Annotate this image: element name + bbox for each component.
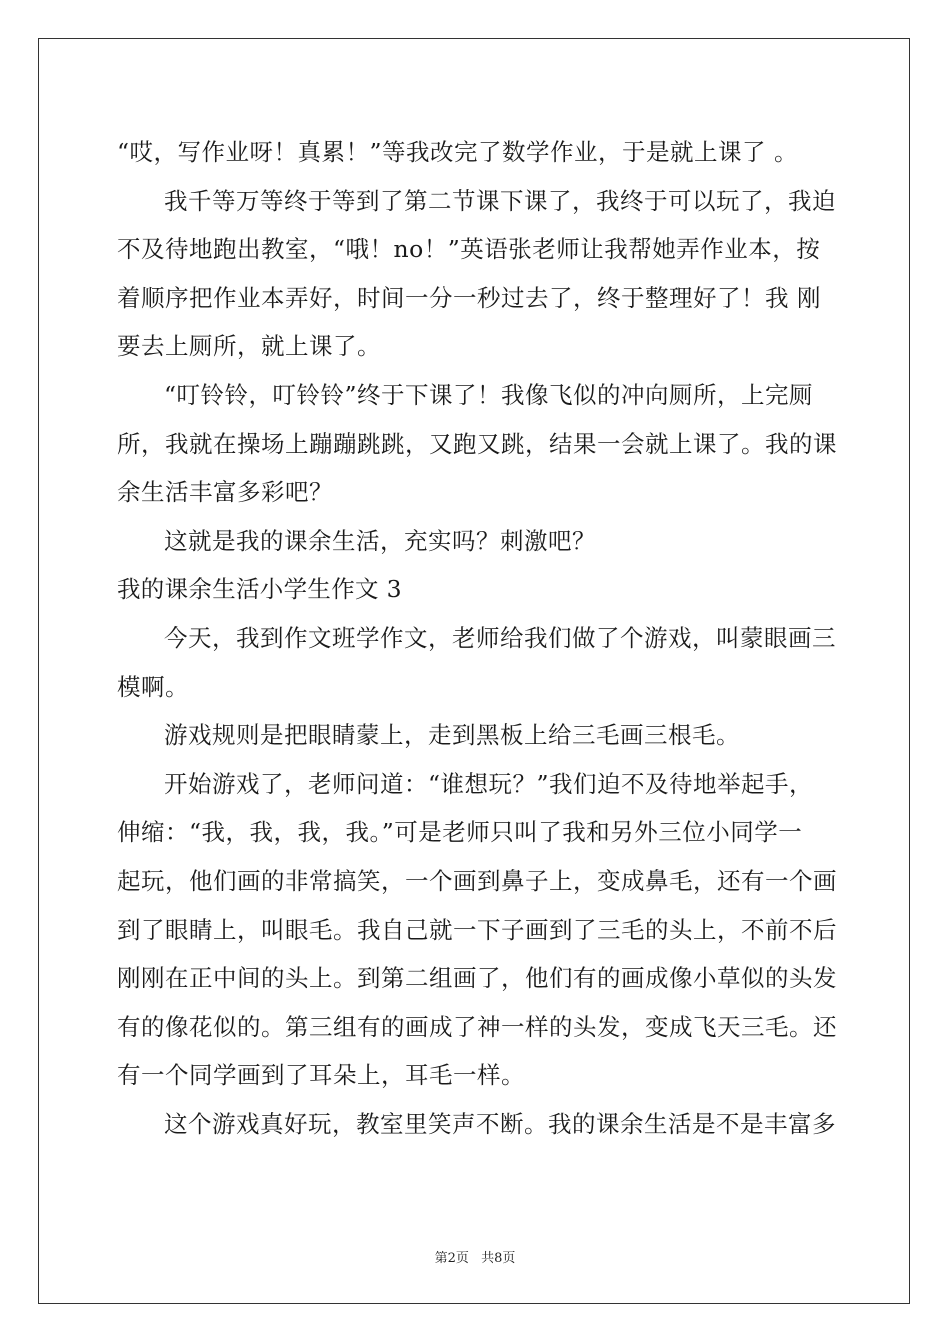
text-line: 这就是我的课余生活，充实吗？刺激吧？: [164, 526, 596, 555]
text-line: 有的像花似的。第三组有的画成了神一样的头发，变成飞天三毛。还: [117, 1012, 837, 1041]
text-line: 要去上厕所，就上课了。: [117, 332, 381, 361]
heading-line: 我的课余生活小学生作文 3: [117, 575, 402, 604]
section-heading: [117, 565, 837, 614]
page-total: 共8页: [481, 1251, 516, 1266]
text-line: 有一个同学画到了耳朵上，耳毛一样。: [117, 1061, 525, 1090]
text-line: 我千等万等终于等到了第二节课下课了，我终于可以玩了，我迫: [164, 186, 836, 215]
paragraph: [117, 517, 837, 566]
text-line: 今天，我到作文班学作文，老师给我们做了个游戏，叫蒙眼画三: [164, 623, 836, 652]
page-footer: [0, 1247, 950, 1266]
text-line: 开始游戏了，老师问道：“谁想玩？”我们迫不及待地举起手，: [164, 769, 814, 798]
paragraph: [117, 371, 837, 517]
page-number: 第2页: [434, 1251, 469, 1266]
text-line: 伸缩：“我，我，我，我。”可是老师只叫了我和另外三位小同学一: [117, 818, 803, 847]
paragraph: [117, 177, 837, 371]
text-line: 着顺序把作业本弄好，时间一分一秒过去了，终于整理好了！我 刚: [117, 283, 821, 312]
text-line: 起玩，他们画的非常搞笑，一个画到鼻子上，变成鼻毛，还有一个画: [117, 866, 837, 895]
text-line: 游戏规则是把眼睛蒙上，走到黑板上给三毛画三根毛。: [164, 721, 740, 750]
text-line: 到了眼睛上，叫眼毛。我自己就一下子画到了三毛的头上，不前不后: [117, 915, 837, 944]
text-line: 余生活丰富多彩吧？: [117, 478, 333, 507]
text-line: 这个游戏真好玩，教室里笑声不断。我的课余生活是不是丰富多: [164, 1109, 836, 1138]
text-line: “哎，写作业呀！真累！”等我改完了数学作业，于是就上课了 。: [117, 138, 798, 166]
text-line: 模啊。: [117, 672, 189, 701]
text-line: 所，我就在操场上蹦蹦跳跳，又跑又跳，结果一会就上课了。我的课: [117, 429, 837, 458]
paragraph: [117, 1100, 837, 1149]
paragraph: [117, 614, 837, 711]
document-body: [117, 128, 837, 1148]
paragraph: [117, 128, 837, 177]
text-line: 不及待地跑出教室，“哦！no！”英语张老师让我帮她弄作业本，按: [117, 235, 821, 264]
text-line: “叮铃铃，叮铃铃”终于下课了！我像飞似的冲向厕所，上完厕: [164, 380, 814, 409]
paragraph: [117, 760, 837, 1100]
text-line: 刚刚在正中间的头上。到第二组画了，他们有的画成像小草似的头发: [117, 964, 837, 993]
paragraph: [117, 711, 837, 760]
